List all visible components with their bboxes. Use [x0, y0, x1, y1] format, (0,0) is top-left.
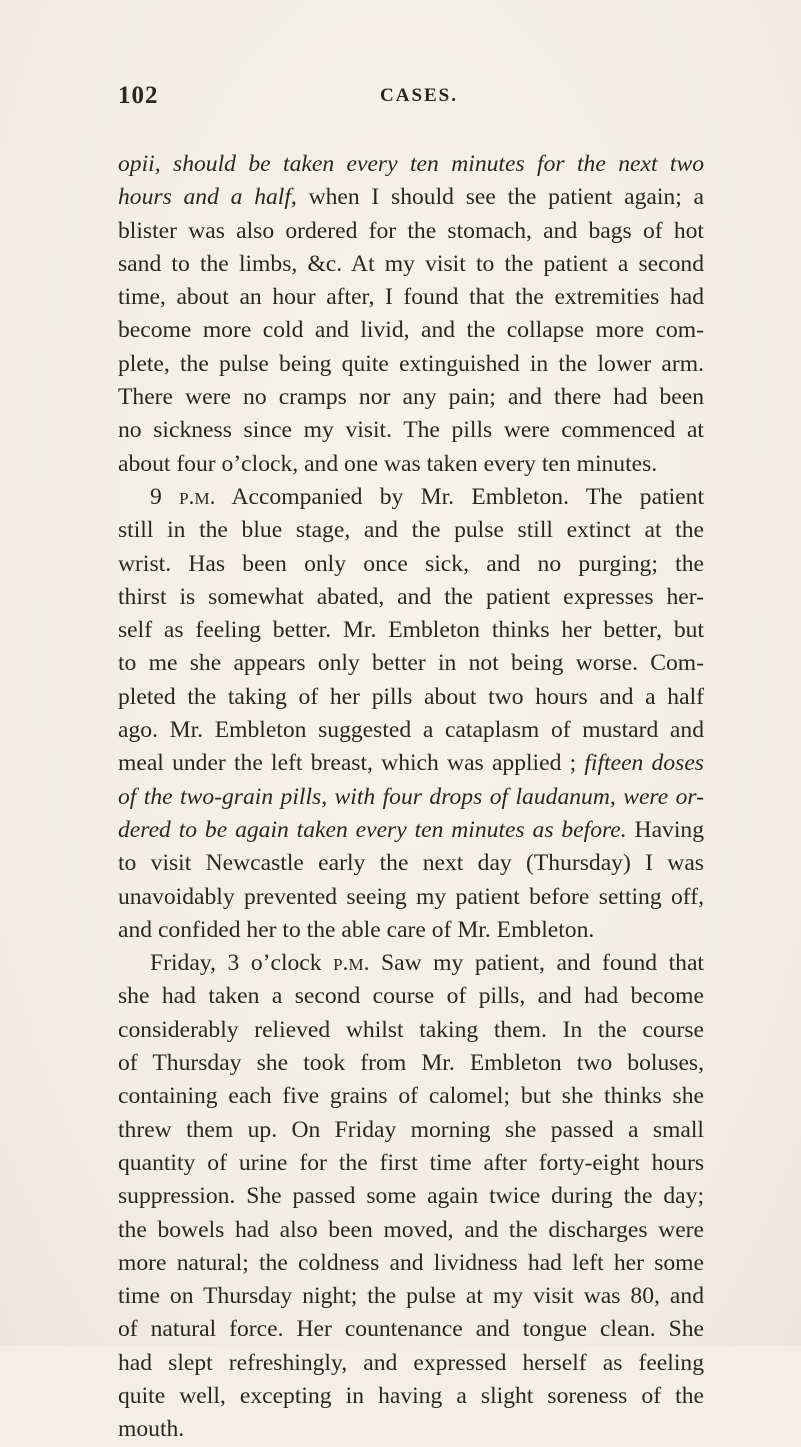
- text-line: [118, 381, 704, 414]
- text-line: [118, 481, 704, 514]
- text-line: [118, 1347, 704, 1380]
- text-line: [118, 1380, 704, 1413]
- text-line: [118, 348, 704, 381]
- italic-text: opii, should be taken every ten minutes for the next two: [118, 151, 704, 177]
- text-segment: plete, the pulse being quite extinguished in the lower arm.: [118, 350, 704, 377]
- text-line: [118, 647, 704, 680]
- text-segment: thirst is somewhat abated, and the patient expresses her-: [118, 583, 704, 610]
- text-segment: Accompanied by Mr. Embleton. The patient: [215, 483, 705, 510]
- text-segment: of natural force. Her countenance and tongue clean. She: [118, 1316, 704, 1343]
- text-segment: ago. Mr. Embleton suggested a cataplasm of mustard and: [118, 717, 704, 744]
- text-segment: to me she appears only better in not being worse. Com-: [118, 650, 704, 677]
- text-segment: considerably relieved whilst taking them. In the course: [118, 1016, 704, 1043]
- text-line: [118, 1147, 704, 1180]
- italic-text: dered to be again taken every ten minutes as before.: [118, 816, 627, 843]
- text-segment: sand to the limbs, &c. At my visit to the patient a second: [118, 250, 704, 277]
- running-head: CASES.: [380, 85, 458, 106]
- text-segment: quite well, excepting in having a slight soreness of the: [118, 1382, 704, 1409]
- text-line: [118, 514, 704, 547]
- text-line: [118, 980, 704, 1013]
- text-line: [118, 281, 704, 314]
- text-segment: to visit Newcastle early the next day (Thursday) I was: [118, 850, 704, 877]
- small-caps-text: p.m.: [179, 483, 216, 510]
- text-line: [118, 581, 704, 614]
- text-line: [118, 1413, 704, 1446]
- text-line: [118, 1247, 704, 1280]
- text-line: [118, 1014, 704, 1047]
- text-line: [118, 1080, 704, 1113]
- text-line: [118, 781, 704, 814]
- italic-text: fifteen doses: [584, 750, 704, 777]
- text-line: [118, 181, 704, 214]
- text-segment: suppression. She passed some again twice during the day;: [118, 1183, 704, 1210]
- text-segment: more natural; the coldness and lividness had left her some: [118, 1249, 704, 1276]
- text-segment: quantity of urine for the first time after forty-eight hours: [118, 1149, 704, 1176]
- text-line: [118, 947, 704, 980]
- text-line: [118, 714, 704, 747]
- text-segment: meal under the left breast, which was applied ;: [118, 750, 585, 777]
- text-segment: the bowels had also been moved, and the discharges were: [118, 1216, 704, 1243]
- text-segment: still in the blue stage, and the pulse still extinct at the: [118, 517, 704, 544]
- text-segment: no sickness since my visit. The pills were commenced at: [118, 417, 704, 444]
- text-line: [118, 314, 704, 347]
- text-line: [118, 847, 704, 880]
- text-segment: had slept refreshingly, and expressed herself as feeling: [118, 1349, 704, 1376]
- text-line: [118, 1180, 704, 1213]
- text-segment: Saw my patient, and found that: [369, 950, 704, 977]
- body-text: [118, 148, 704, 1447]
- text-segment: There were no cramps nor any pain; and there had been: [118, 384, 704, 411]
- text-segment: Having: [626, 816, 704, 843]
- text-segment: about four o’clock, and one was taken every ten minutes.: [118, 450, 658, 477]
- text-line: [118, 881, 704, 914]
- text-segment: 9: [150, 483, 180, 510]
- text-line: [118, 747, 704, 780]
- text-segment: when I should see the patient again; a: [296, 184, 704, 211]
- text-segment: wrist. Has been only once sick, and no purging; the: [118, 550, 704, 577]
- text-segment: unavoidably prevented seeing my patient before setting off,: [118, 883, 704, 910]
- text-line: [118, 1047, 704, 1080]
- text-line: [118, 914, 704, 947]
- text-segment: Friday, 3 o’clock: [150, 950, 334, 977]
- text-segment: of Thursday she took from Mr. Embleton two boluses,: [118, 1050, 704, 1077]
- text-line: [118, 448, 704, 481]
- italic-text: of the two-grain pills, with four drops of laudanum, were or-: [118, 783, 704, 810]
- text-segment: containing each five grains of calomel; but she thinks she: [118, 1083, 704, 1110]
- text-segment: become more cold and livid, and the collapse more com-: [118, 317, 704, 344]
- page-header: [118, 82, 684, 112]
- text-line: [118, 215, 704, 248]
- text-segment: threw them up. On Friday morning she passed a small: [118, 1116, 704, 1143]
- text-line: [118, 814, 704, 847]
- text-segment: pleted the taking of her pills about two hours and a half: [118, 683, 704, 710]
- text-segment: time on Thursday night; the pulse at my visit was 80, and: [118, 1283, 704, 1310]
- text-segment: she had taken a second course of pills, and had become: [118, 983, 704, 1010]
- text-line: [118, 681, 704, 714]
- text-segment: blister was also ordered for the stomach, and bags of hot: [118, 217, 704, 244]
- page-number: 102: [118, 82, 159, 109]
- text-line: [118, 614, 704, 647]
- text-segment: mouth.: [118, 1416, 185, 1443]
- text-segment: time, about an hour after, I found that the extremities had: [118, 284, 704, 311]
- text-line: [118, 548, 704, 581]
- text-line: [118, 148, 704, 181]
- text-line: [118, 1114, 704, 1147]
- text-segment: self as feeling better. Mr. Embleton thinks her better, but: [118, 617, 704, 644]
- text-line: [118, 1214, 704, 1247]
- small-caps-text: p.m.: [333, 950, 370, 977]
- text-line: [118, 414, 704, 447]
- text-line: [118, 248, 704, 281]
- italic-text: hours and a half,: [118, 184, 297, 211]
- text-line: [118, 1280, 704, 1313]
- text-segment: and confided her to the able care of Mr. Embleton.: [118, 916, 595, 943]
- text-line: [118, 1313, 704, 1346]
